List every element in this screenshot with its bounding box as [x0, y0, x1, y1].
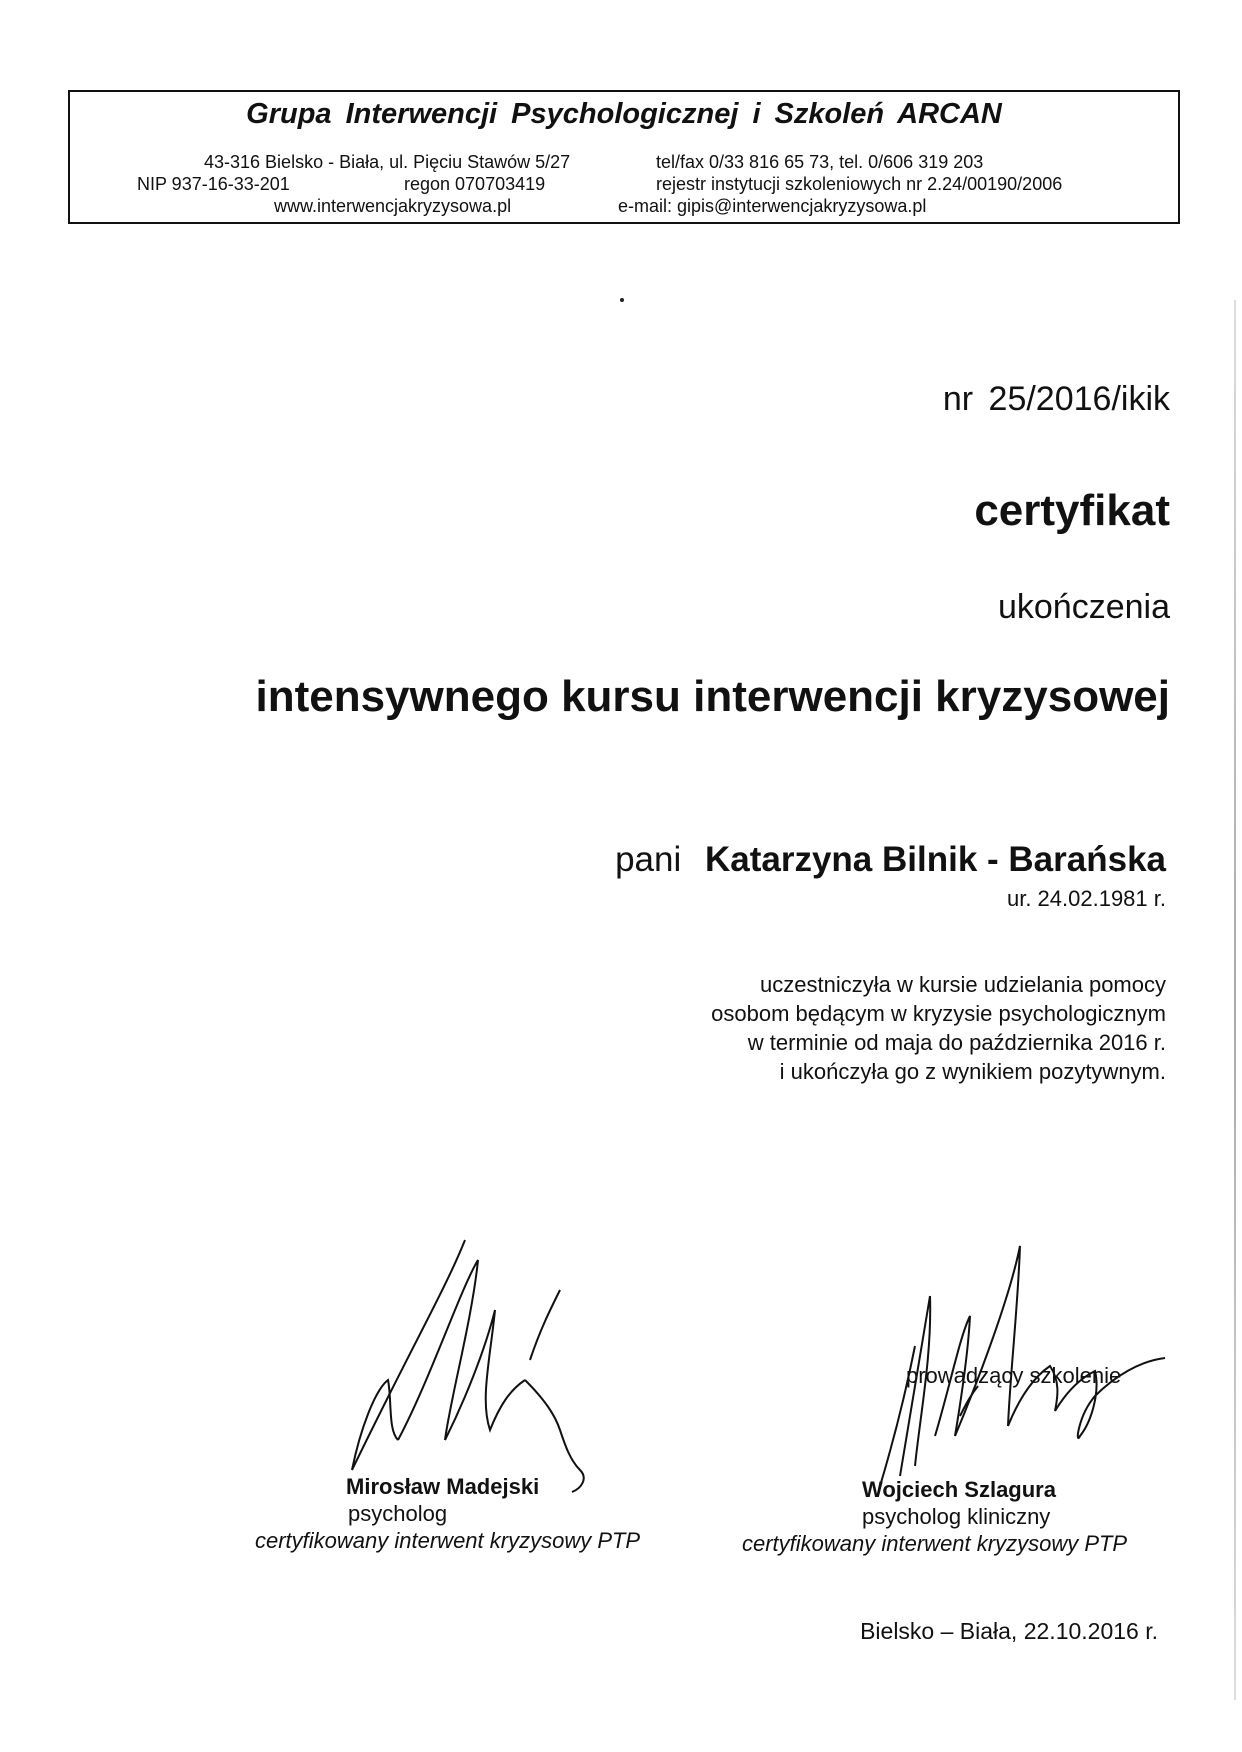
place-and-date: Bielsko – Biała, 22.10.2016 r. — [860, 1618, 1158, 1644]
organization-email: e-mail: gipis@interwencjakryzysowa.pl — [618, 196, 927, 216]
signatory-left-certification: certyfikowany interwent kryzysowy PTP — [255, 1528, 641, 1553]
recipient-line — [615, 840, 1166, 880]
recipient-name: Katarzyna Bilnik - Barańska — [704, 840, 1166, 879]
signatory-right-role: psycholog kliniczny — [862, 1504, 1051, 1529]
signature-szlagura — [860, 1236, 1180, 1496]
certificate-subtitle: ukończenia — [997, 588, 1170, 626]
signature-madejski — [340, 1230, 600, 1490]
certificate-title: certyfikat — [974, 486, 1170, 535]
recipient-birth-date: ur. 24.02.1981 r. — [1006, 886, 1166, 911]
organization-website: www.interwencjakryzysowa.pl — [274, 196, 512, 216]
signatory-right-certification: certyfikowany interwent kryzysowy PTP — [742, 1531, 1128, 1556]
scan-speck — [620, 298, 624, 302]
signatory-right-name: Wojciech Szlagura — [862, 1477, 1056, 1502]
organization-regon: regon 070703419 — [404, 174, 546, 194]
organization-registry: rejestr instytucji szkoleniowych nr 2.24/00190/2006 — [656, 174, 1063, 194]
signatory-left-role: psycholog — [348, 1501, 448, 1526]
certificate-body — [711, 970, 1166, 1086]
body-line: uczestniczyła w kursie udzielania pomocy — [760, 972, 1166, 997]
signatory-right — [742, 1476, 1128, 1557]
organization-address: 43-316 Bielsko - Biała, ul. Pięciu Stawów 5/27 — [204, 152, 571, 172]
body-line: osobom będącym w kryzysie psychologicznym — [711, 1001, 1166, 1026]
organization-phone: tel/fax 0/33 816 65 73, tel. 0/606 319 203 — [656, 152, 984, 172]
certificate-number: nr 25/2016/ikik — [942, 380, 1170, 418]
recipient-salutation: pani — [615, 840, 682, 879]
body-line: i ukończyła go z wynikiem pozytywnym. — [779, 1059, 1166, 1084]
letterhead-box — [68, 90, 1180, 224]
course-name: intensywnego kursu interwencji kryzysowej — [255, 672, 1170, 721]
scan-edge-line — [1234, 300, 1236, 1700]
organization-name: Grupa Interwencji Psychologicznej i Szkoleń ARCAN — [246, 98, 1002, 130]
body-line: w terminie od maja do października 2016 r. — [747, 1030, 1166, 1055]
signatory-left — [255, 1473, 641, 1554]
organization-nip: NIP 937-16-33-201 — [137, 174, 290, 194]
course-leader-label: prowadzący szkolenie — [906, 1363, 1122, 1388]
signatory-left-name: Mirosław Madejski — [346, 1474, 540, 1499]
